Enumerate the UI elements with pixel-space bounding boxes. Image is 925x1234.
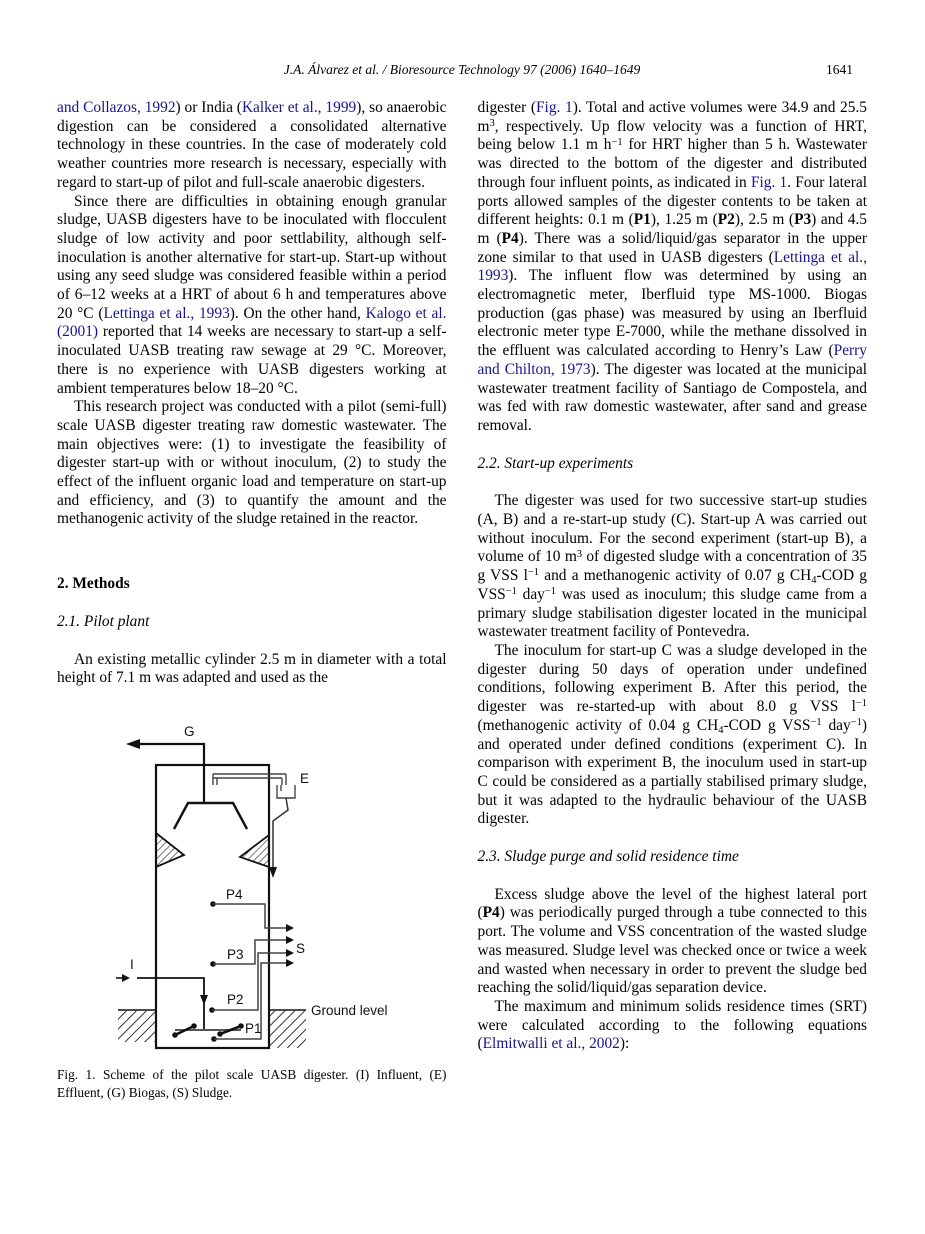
text-segment: ). The influent flow was determined by using an electromagnetic meter, Iberfluid type MS-1000. Biogas production (gas phase) was measured by using an Iberfluid electronic meter type E-7000, while the methane dissolved in the effluent was calculated according to Henry’s Law ( bbox=[477, 267, 867, 360]
figure-label-port4: P4 bbox=[226, 886, 243, 902]
paragraph-digester-description bbox=[478, 99, 868, 436]
port-p3-pipe bbox=[213, 940, 286, 964]
text-segment: Since there are difficulties in obtaining enough granular sludge, UASB digesters have to be inoculated with flocculent sludge of low activity and poor settlability, although self-inoculation is another alternative for start-up. Start-up without using any seed sludge was considered feasible within a period of 6–12 weeks at a HRT of about 6 h and temperatures above 20 °C ( bbox=[57, 192, 447, 322]
paragraph-srt bbox=[478, 998, 868, 1054]
text-segment: of digested sludge with a concentration of 35 g VSS l bbox=[477, 548, 868, 585]
text-segment: ), 1.25 m ( bbox=[650, 211, 718, 229]
citation-link[interactable]: Lettinga et al., 1993 bbox=[103, 304, 230, 322]
text-segment: −1 bbox=[810, 717, 822, 729]
paragraph-granular-sludge bbox=[57, 193, 447, 399]
page-number: 1641 bbox=[826, 62, 853, 77]
heading-methods: 2. Methods bbox=[57, 575, 130, 593]
text-segment: P1 bbox=[633, 211, 651, 229]
citation-link[interactable]: Fig. 1 bbox=[750, 173, 788, 191]
text-segment: 3 bbox=[576, 548, 583, 560]
biogas-pipe bbox=[139, 744, 204, 803]
text-segment: ). Total and active volumes were 34.9 and 25.5 m bbox=[477, 99, 867, 135]
citation-link[interactable]: and Collazos, 1992 bbox=[57, 99, 176, 116]
text-segment: day bbox=[821, 716, 851, 734]
uasb-digester-schematic bbox=[93, 717, 413, 1057]
figure-1-uasb-digester-diagram bbox=[93, 717, 447, 1057]
citation-link[interactable]: Perry and Chilton, 1973 bbox=[477, 342, 867, 378]
text-segment: . Four lateral ports allowed samples of the digester contents to be taken at different heights: 0.1 m ( bbox=[477, 173, 867, 229]
influent-down-arrowhead bbox=[200, 995, 208, 1005]
text-segment: 4 bbox=[718, 724, 724, 736]
text-segment: ) and 4.5 m ( bbox=[477, 211, 868, 247]
effluent-weir-box bbox=[277, 785, 295, 798]
text-segment: The inoculum for start-up C was a sludge developed in the digester during 50 days of operation under undefined conditions, following experiment B. After this period, the digester was re-started-up with about 8.0 g VSS l bbox=[477, 641, 867, 716]
text-segment: ): bbox=[619, 1035, 630, 1053]
text-segment: −1 bbox=[505, 586, 517, 598]
paragraph-startup-c bbox=[478, 642, 868, 829]
figure-label-port1: P1 bbox=[245, 1020, 262, 1036]
text-segment: ). The digester was located at the municipal wastewater treatment facility of Santiago de Compostela, and was fed with raw domestic wastewater, after sand and grease removal. bbox=[477, 360, 867, 434]
text-segment: An existing metallic cylinder 2.5 m in diameter with a total height of 7.1 m was adapted and used as the bbox=[57, 650, 447, 687]
ground-hatch-right bbox=[269, 1011, 306, 1048]
right-column bbox=[478, 99, 868, 1101]
text-segment: 4 bbox=[811, 575, 817, 587]
text-segment: ), so anaerobic digestion can be considered a consolidated alternative technology in these countries. In the case of moderately cold weather countries more research is necessary, especially with regard to start-up of pilot and full-scale anaerobic digesters. bbox=[57, 99, 447, 191]
effluent-trough bbox=[213, 774, 286, 785]
text-segment: The maximum and minimum solids residence times (SRT) were calculated according to the following equations ( bbox=[477, 997, 867, 1053]
page-header bbox=[57, 62, 867, 80]
text-segment: ). On the other hand, bbox=[229, 304, 366, 322]
citation-link[interactable]: Lettinga et al., 1993 bbox=[477, 248, 868, 285]
biogas-arrowhead bbox=[126, 739, 140, 749]
figure-label-effluent: E bbox=[300, 770, 310, 786]
text-segment: −1 bbox=[527, 567, 540, 579]
port-p4-pipe bbox=[213, 904, 286, 928]
paragraph-intro-continuation bbox=[57, 99, 447, 193]
gas-collector-hood bbox=[174, 803, 247, 829]
figure-label-port3: P3 bbox=[227, 946, 244, 962]
text-segment: ) or India ( bbox=[175, 99, 242, 116]
text-segment: digester ( bbox=[477, 99, 536, 116]
distribution-point-1 bbox=[172, 1032, 178, 1038]
citation-link[interactable]: Kalogo et al. (2001) bbox=[57, 304, 447, 341]
citation-link[interactable]: Fig. 1 bbox=[535, 99, 573, 116]
text-segment: ), 2.5 m ( bbox=[734, 211, 795, 229]
text-segment: −1 bbox=[544, 586, 557, 598]
two-column-body bbox=[57, 99, 867, 1101]
text-segment: (methanogenic activity of 0.04 g CH bbox=[477, 716, 719, 734]
figure-label-influent: I bbox=[130, 956, 134, 972]
influent-entry-arrowhead bbox=[122, 974, 130, 982]
text-segment: day bbox=[516, 585, 545, 603]
distribution-point-4 bbox=[238, 1023, 244, 1029]
text-segment: was used as inoculum; this sludge came from a primary sludge stabilisation digester located in the municipal wastewater treatment facility of Pontevedra. bbox=[477, 585, 867, 641]
text-segment: ). There was a solid/liquid/gas separator in the upper zone similar to that used in UASB digesters ( bbox=[477, 229, 867, 266]
separator-baffle-right bbox=[240, 835, 269, 867]
figure-1-caption bbox=[57, 1066, 447, 1101]
separator-baffle-left bbox=[156, 833, 184, 867]
paragraph-pilot-plant bbox=[57, 651, 447, 688]
text-segment: −1 bbox=[850, 717, 862, 729]
text-segment: P4 bbox=[501, 229, 519, 247]
text-segment: P4 bbox=[482, 904, 500, 922]
paragraph-sludge-purge bbox=[478, 886, 868, 998]
left-column bbox=[57, 99, 447, 1101]
text-segment: The digester was used for two successive start-up studies (A, B) and a re-start-up study (C). Start-up A was carried out without inoculum. For the second experiment (start-up B), a volume of 10 m bbox=[477, 492, 867, 566]
text-segment: −1 bbox=[855, 698, 867, 710]
text-segment: −1 bbox=[611, 136, 623, 148]
text-segment: -COD g VSS bbox=[723, 716, 811, 734]
sludge-arrowhead-3 bbox=[286, 949, 294, 957]
heading-pilot-plant: 2.1. Pilot plant bbox=[57, 612, 150, 630]
text-segment: 3 bbox=[489, 118, 495, 129]
effluent-downpipe bbox=[273, 798, 288, 868]
text-segment: This research project was conducted with a pilot (semi-full) scale UASB digester treating raw domestic wastewater. The main objectives were: (1) to investigate the feasibility of digester start-up with or without inoculum, (2) to study the effect of the influent organic load and temperature on start-up and efficiency, and (3) to quantify the amount and the methanogenic activity of the sludge retained in the reactor. bbox=[57, 398, 447, 528]
citation-link[interactable]: Elmitwalli et al., 2002 bbox=[482, 1035, 620, 1053]
text-segment: for HRT higher than 5 h. Wastewater was directed to the bottom of the digester and distributed through four influent points, as indicated in bbox=[477, 136, 867, 191]
distribution-point-3 bbox=[217, 1031, 223, 1037]
sludge-arrowhead-1 bbox=[286, 924, 294, 932]
text-segment: P3 bbox=[794, 211, 812, 229]
text-segment: P2 bbox=[717, 211, 735, 229]
text-segment: -COD g VSS bbox=[477, 567, 867, 603]
sludge-arrowhead-4 bbox=[286, 959, 294, 967]
paragraph-research-objectives bbox=[57, 398, 447, 529]
text-segment: and a methanogenic activity of 0.07 g CH bbox=[539, 567, 812, 585]
text-segment: ) was periodically purged through a tube connected to this port. The volume and VSS concentration of the wasted sludge was measured. Sludge level was checked once or twice a week and wasted when necessary in order to prevent the sludge bed reaching the solid/liquid/gas separation device. bbox=[477, 904, 867, 997]
figure-label-ground-level: Ground level bbox=[311, 1002, 388, 1018]
effluent-arrowhead bbox=[269, 867, 277, 878]
text-segment: ) and operated under defined conditions (experiment C). In comparison with experiment B, the inoculum used in start-up C could be considered as a partially stabilised primary sludge, but it was adapted to the hydraulic behaviour of the UASB digester. bbox=[477, 716, 867, 828]
figure-label-port2: P2 bbox=[227, 991, 244, 1007]
text-segment: Excess sludge above the level of the highest lateral port ( bbox=[477, 885, 867, 922]
running-title: J.A. Álvarez et al. / Bioresource Technology 97 (2006) 1640–1649 bbox=[283, 62, 641, 77]
text-segment: , respectively. Up flow velocity was a function of HRT, being below 1.1 m h bbox=[477, 117, 867, 154]
sludge-arrowhead-2 bbox=[286, 936, 294, 944]
distribution-point-2 bbox=[191, 1023, 197, 1029]
paragraph-startup-ab bbox=[478, 492, 868, 642]
ground-hatch-left bbox=[118, 1011, 156, 1042]
heading-sludge-purge: 2.3. Sludge purge and solid residence time bbox=[477, 848, 739, 866]
text-segment: Fig. 1. Scheme of the pilot scale UASB digester. (I) Influent, (E) Effluent, (G) Biogas, (S) Sludge. bbox=[57, 1066, 447, 1100]
citation-link[interactable]: Kalker et al., 1999 bbox=[241, 99, 357, 116]
port-p2-pipe bbox=[212, 953, 286, 1010]
figure-label-biogas: G bbox=[184, 723, 195, 739]
heading-startup-experiments: 2.2. Start-up experiments bbox=[477, 454, 634, 472]
text-segment: reported that 14 weeks are necessary to start-up a self-inoculated UASB treating raw sewage at 29 °C. Moreover, there is no experience with UASB digesters working at ambient temperatures below 18–20 °C. bbox=[57, 323, 447, 397]
figure-label-sludge: S bbox=[296, 940, 306, 956]
